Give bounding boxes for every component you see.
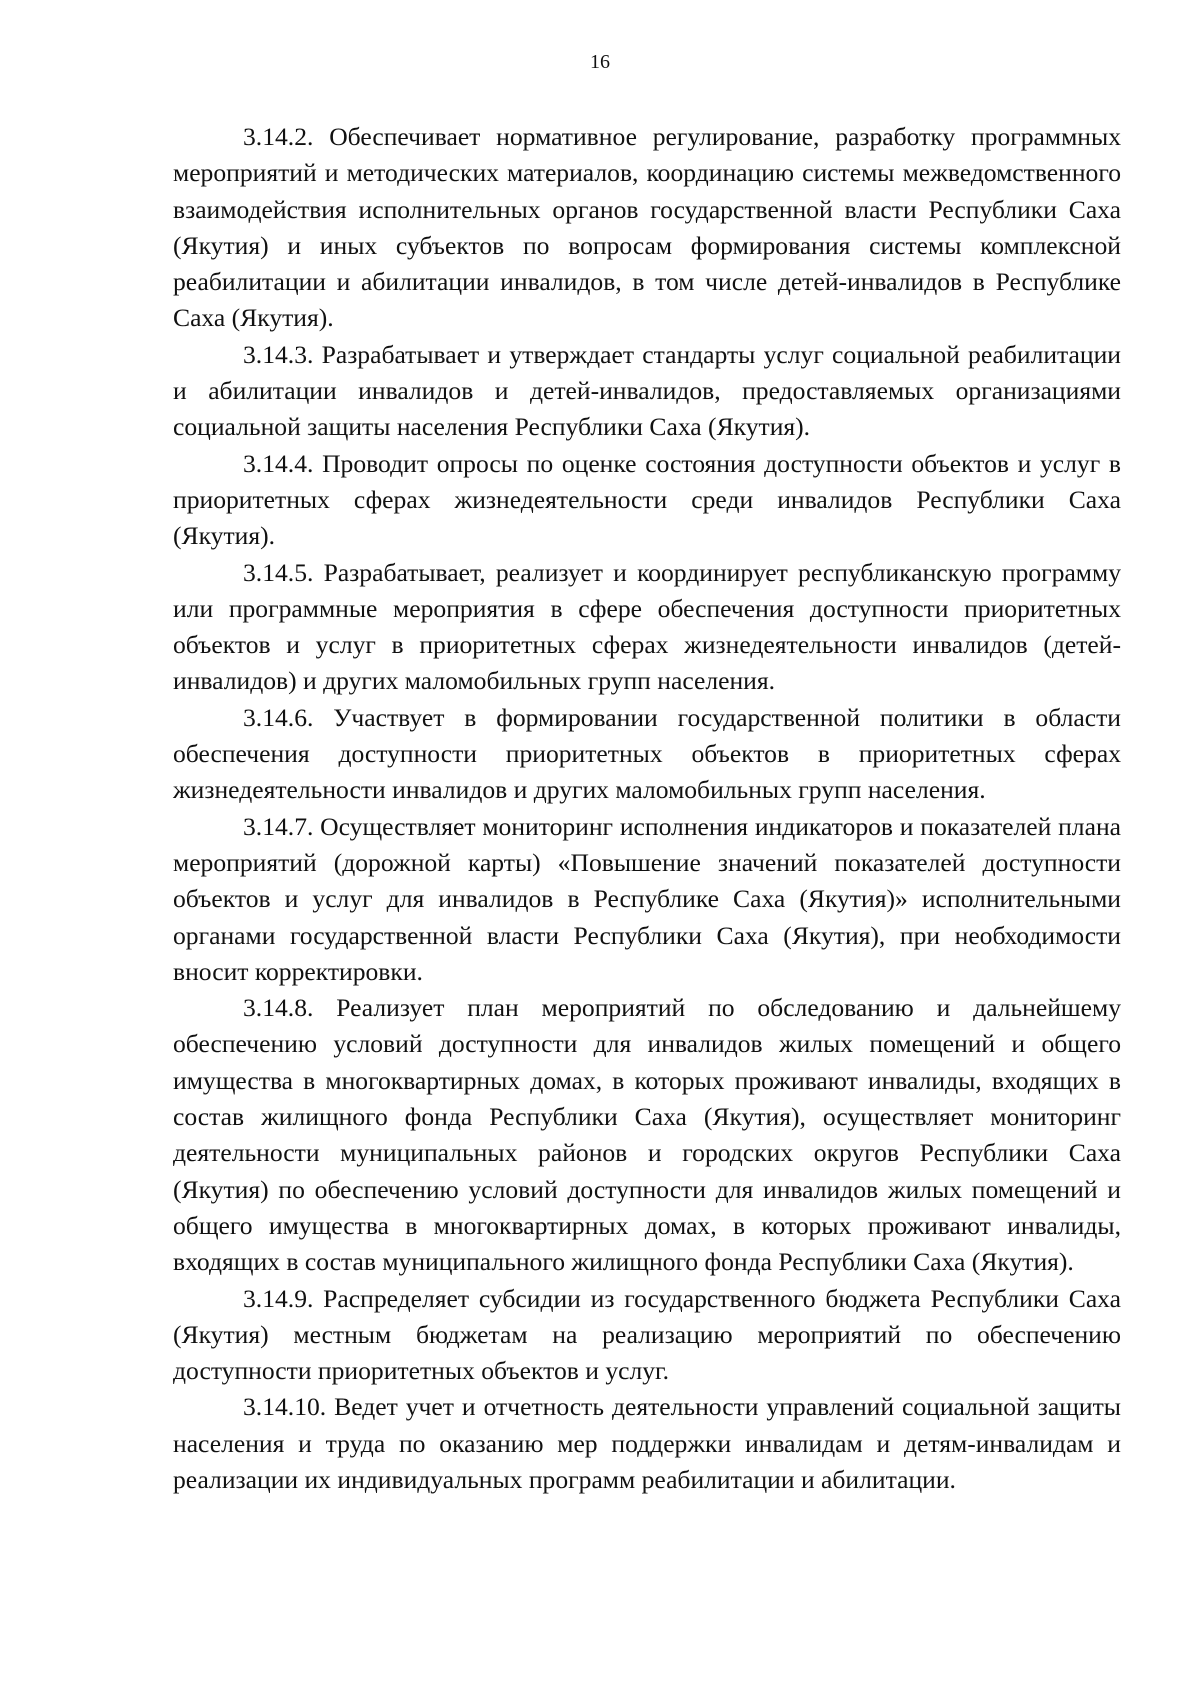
paragraph-3-14-6: 3.14.6. Участвует в формировании государственной политики в области обеспечения доступности приоритетных объектов в приоритетных сферах жизнедеятельности инвалидов и других маломобильных групп населения. (173, 702, 1121, 805)
paragraph-3-14-8: 3.14.8. Реализует план мероприятий по обследованию и дальнейшему обеспечению условий доступности для инвалидов жилых помещений и общего имущества в многоквартирных домах, в которых проживают инвалиды, входящих в состав жилищного фонда Республики Саха (Якутия), осуществляет мониторинг деятельности муниципальных районов и городских округов Республики Саха (Якутия) по обеспечению условий доступности для инвалидов жилых помещений и общего имущества в многоквартирных домах, в которых проживают инвалиды, входящих в состав муниципального жилищного фонда Республики Саха (Якутия). (173, 993, 1121, 1277)
paragraph-3-14-2: 3.14.2. Обеспечивает нормативное регулирование, разработку программных мероприятий и методических материалов, координацию системы межведомственного взаимодействия исполнительных органов государственной власти Республики Саха (Якутия) и иных субъектов по вопросам формирования системы комплексной реабилитации и абилитации инвалидов, в том числе детей-инвалидов в Республике Саха (Якутия). (173, 122, 1121, 333)
paragraph-3-14-5: 3.14.5. Разрабатывает, реализует и координирует республиканскую программу или программные мероприятия в сфере обеспечения доступности приоритетных объектов и услуг в приоритетных сферах жизнедеятельности инвалидов (детей-инвалидов) и других маломобильных групп населения. (173, 557, 1121, 696)
paragraph-3-14-7: 3.14.7. Осуществляет мониторинг исполнения индикаторов и показателей плана мероприятий (дорожной карты) «Повышение значений показателей доступности объектов и услуг для инвалидов в Республике Саха (Якутия)» исполнительными органами государственной власти Республики Саха (Якутия), при необходимости вносит корректировки. (173, 811, 1121, 986)
paragraph-3-14-9: 3.14.9. Распределяет субсидии из государственного бюджета Республики Саха (Якутия) местным бюджетам на реализацию мероприятий по обеспечению доступности приоритетных объектов и услуг. (173, 1283, 1121, 1386)
document-body (173, 119, 1121, 1498)
paragraph-3-14-10: 3.14.10. Ведет учет и отчетность деятельности управлений социальной защиты населения и труда по оказанию мер поддержки инвалидам и детям-инвалидам и реализации их индивидуальных программ реабилитации и абилитации. (173, 1392, 1121, 1494)
paragraph-3-14-3: 3.14.3. Разрабатывает и утверждает стандарты услуг социальной реабилитации и абилитации инвалидов и детей-инвалидов, предоставляемых организациями социальной защиты населения Республики Саха (Якутия). (173, 339, 1121, 442)
page-number: 16 (590, 51, 610, 73)
paragraph-3-14-4: 3.14.4. Проводит опросы по оценке состояния доступности объектов и услуг в приоритетных сферах жизнедеятельности среди инвалидов Республики Саха (Якутия). (173, 448, 1121, 551)
